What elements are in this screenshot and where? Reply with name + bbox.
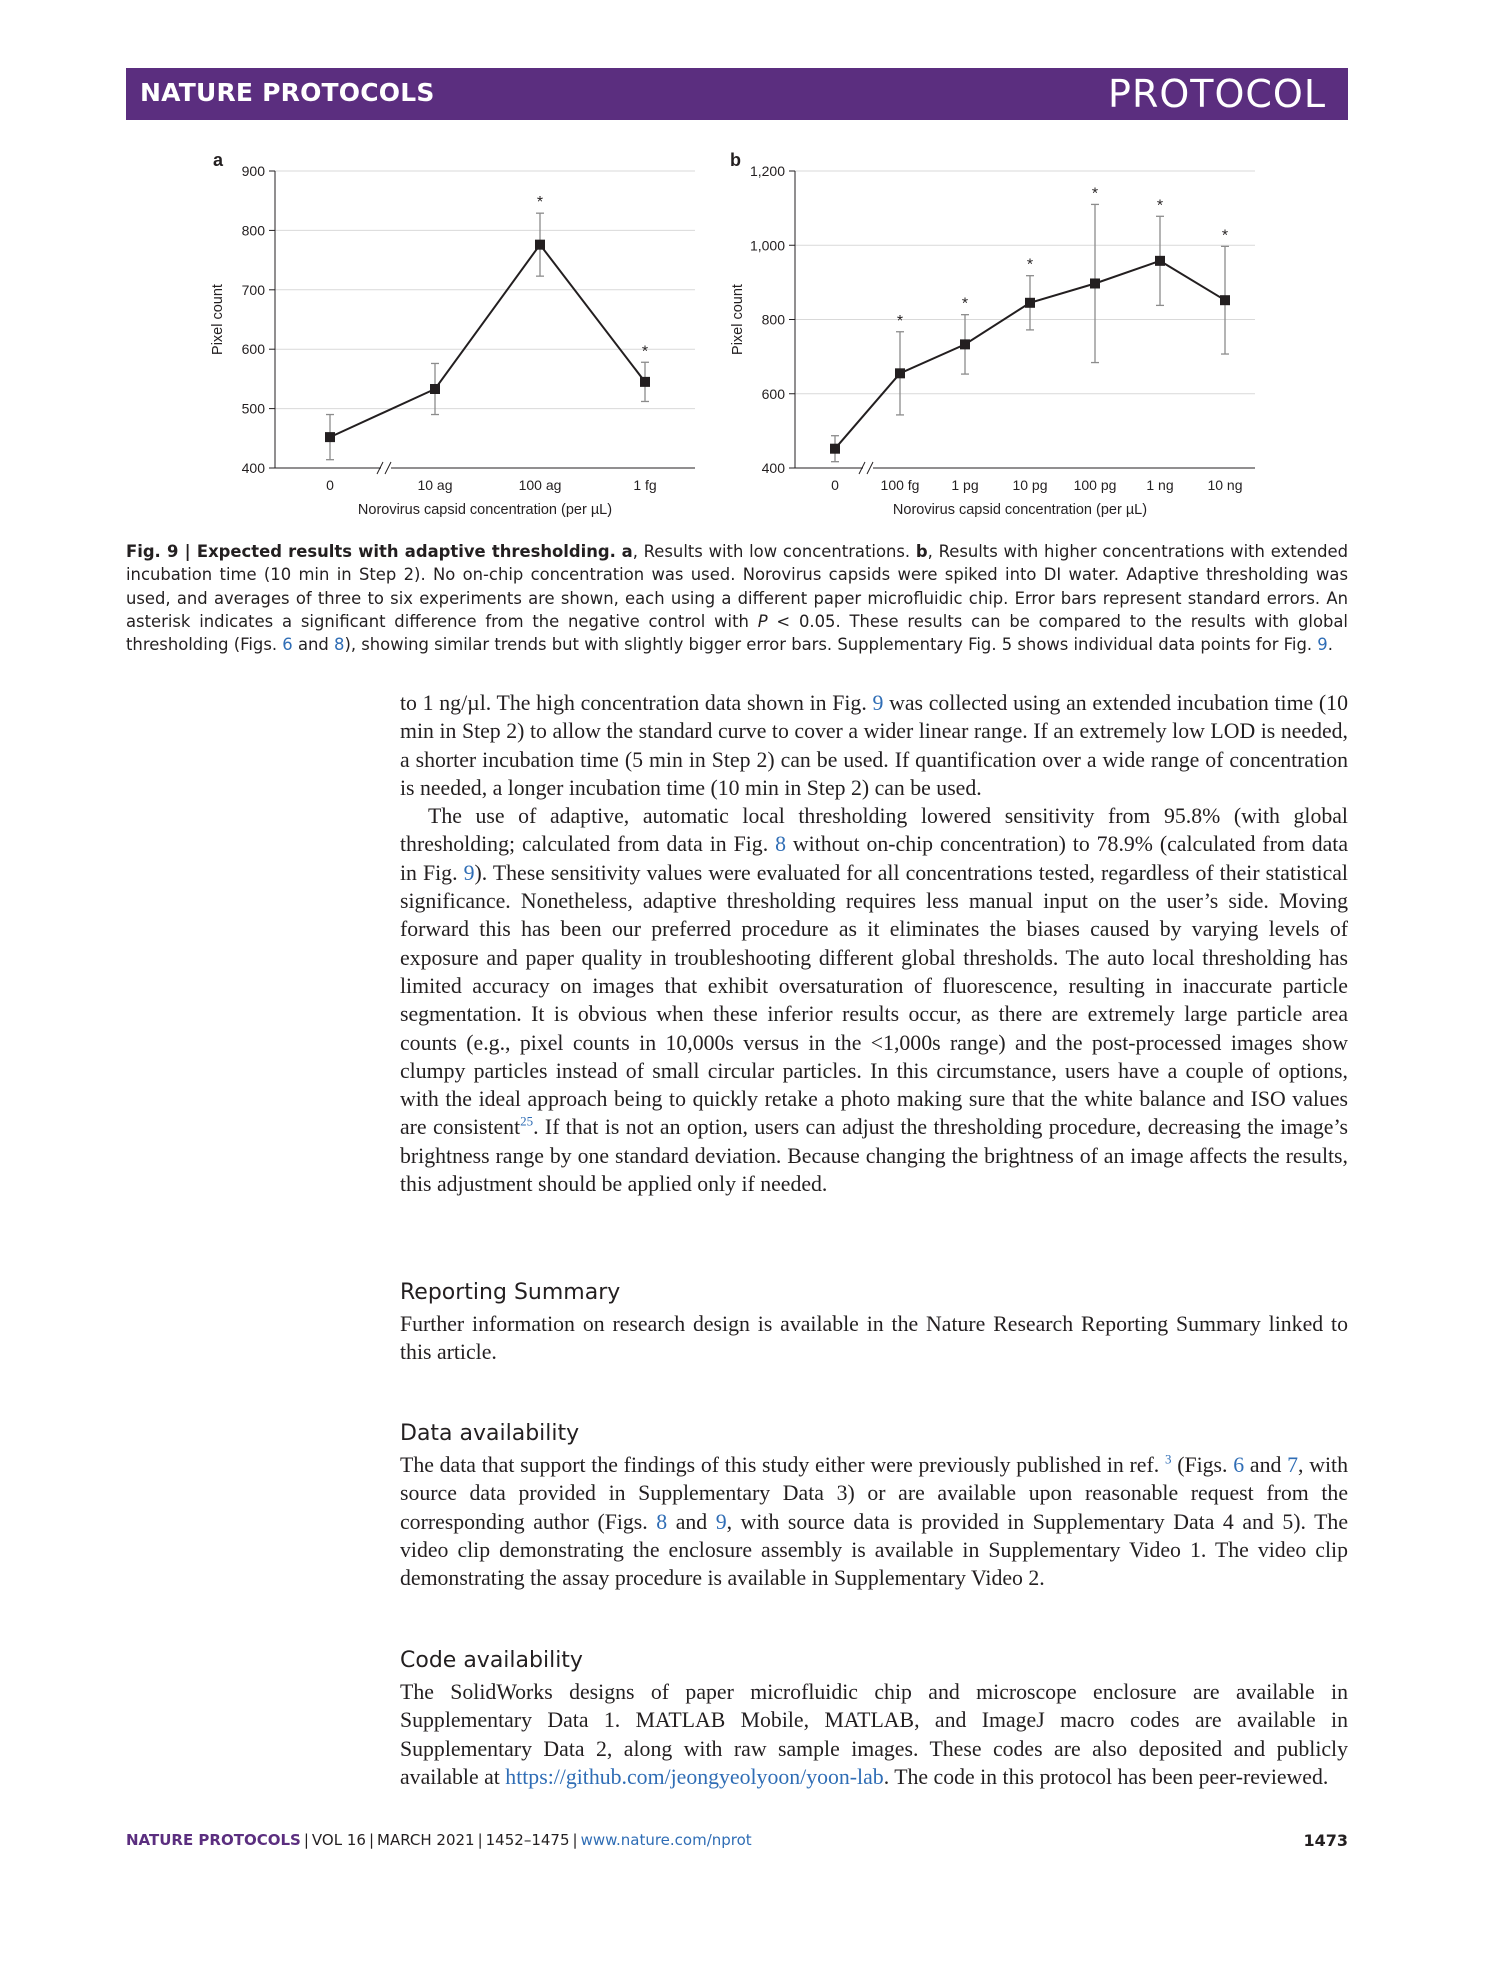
x-tick-label: 1 ng	[1146, 477, 1174, 493]
fig-9-link[interactable]: 9	[872, 691, 884, 715]
y-tick-label: 900	[241, 163, 265, 179]
y-axis-title: Pixel count	[730, 284, 746, 355]
y-tick-label: 500	[241, 400, 265, 417]
page-number: 1473	[1303, 1831, 1348, 1850]
y-tick-label: 600	[761, 385, 785, 402]
footer-date: MARCH 2021	[377, 1831, 475, 1849]
data-point	[535, 240, 545, 250]
y-tick-label: 600	[241, 341, 265, 358]
journal-name: NATURE PROTOCOLS	[140, 78, 435, 107]
x-tick-label: 100 ag	[518, 477, 562, 493]
fig-6-link[interactable]: 6	[1233, 1453, 1245, 1477]
footer-journal: NATURE PROTOCOLS	[126, 1831, 301, 1849]
reporting-summary-heading: Reporting Summary	[400, 1280, 621, 1305]
y-tick-label: 1,200	[749, 163, 785, 179]
fig-9-link[interactable]: 9	[1317, 635, 1328, 655]
journal-header-bar	[126, 68, 1348, 120]
footer-url[interactable]: www.nature.com/nprot	[580, 1831, 752, 1849]
paragraph-1: to 1 ng/µl. The high concentration data shown in Fig. 9 was collected using an extended incubation time (10 min in Step 2) to allow the standard curve to cover a wider linear range. If an extremely low LOD is needed, a shorter incubation time (5 min in Step 2) can be used. If quantification over a wide range of concentration is needed, a longer incubation time (10 min in Step 2) can be used.	[400, 691, 1348, 800]
y-axis-title: Pixel count	[210, 284, 226, 355]
x-tick-label: 10 pg	[1012, 477, 1048, 493]
x-tick-label: 10 ag	[417, 477, 453, 493]
axis-break-mark	[867, 462, 873, 474]
data-point	[1025, 298, 1035, 308]
x-tick-label: 0	[831, 477, 839, 493]
caption-label: Fig. 9 | Expected results with adaptive thresholding.	[126, 542, 616, 561]
x-tick-label: 100 fg	[880, 477, 920, 493]
y-tick-label: 400	[241, 460, 265, 476]
x-tick-label: 10 ng	[1207, 477, 1243, 493]
x-axis-title: Norovirus capsid concentration (per µL)	[892, 502, 1148, 518]
figure-caption: Fig. 9 | Expected results with adaptive thresholding. a, Results with low concentrations. b, Results with higher concentrations with extended incubation time (10 min in Step 2). No on-chip concentration was used. Norovirus capsids were spiked into DI water. Adaptive thresholding was used, and averages of three to six experiments are shown, each using a different paper microfluidic chip. Error bars represent standard errors. An asterisk indicates a significant difference from the negative control with P < 0.05. These results can be compared to the results with global thresholding (Figs. 6 and 8), showing similar trends but with slightly bigger error bars. Supplementary Fig. 5 shows individual data points for Fig. 9.	[126, 542, 1348, 655]
panel-label-a: a	[213, 150, 224, 170]
data-point	[830, 444, 840, 454]
data-point	[325, 432, 335, 442]
fig-9-link[interactable]: 9	[715, 1509, 727, 1534]
axis-break-mark	[385, 462, 391, 474]
data-point	[1090, 278, 1100, 288]
significance-marker: *	[896, 312, 904, 330]
y-tick-label: 800	[241, 222, 265, 239]
data-point	[1155, 256, 1165, 266]
significance-marker: *	[1221, 227, 1229, 245]
footer-volume: VOL 16	[311, 1831, 366, 1849]
significance-marker: *	[961, 295, 969, 313]
data-point	[960, 339, 970, 349]
data-point	[430, 384, 440, 394]
x-tick-label: 1 fg	[633, 477, 657, 493]
panel-label-b: b	[730, 150, 741, 170]
x-tick-label: 0	[326, 477, 334, 493]
chart-panel-b	[720, 155, 1260, 530]
significance-marker: *	[1026, 256, 1034, 274]
significance-marker: *	[1156, 197, 1164, 215]
data-point	[640, 377, 650, 387]
y-tick-label: 700	[241, 281, 265, 298]
chart-panel-a	[200, 155, 710, 530]
fig-8-link[interactable]: 8	[334, 635, 345, 655]
data-point	[1220, 295, 1230, 305]
fig-6-link[interactable]: 6	[282, 635, 293, 655]
y-tick-label: 400	[761, 460, 785, 476]
y-tick-label: 800	[761, 311, 785, 328]
code-availability-heading: Code availability	[400, 1648, 583, 1673]
code-availability-text: The SolidWorks designs of paper microfluidic chip and microscope enclosure are available in Supplementary Data 1. MATLAB Mobile, MATLAB, and ImageJ macro codes are available in Supplementary Data 2, along with raw sample images. These codes are also deposited and publicly available at https://github.com/jeongyeolyoon/yoon-lab. The code in this protocol has been peer-reviewed.	[400, 1680, 1348, 1789]
page-footer: NATURE PROTOCOLS | VOL 16 | MARCH 2021 | 1452–1475 | www.nature.com/nprot 1473	[126, 1831, 1348, 1850]
reference-3-link[interactable]: 3	[1164, 1451, 1172, 1467]
x-tick-label: 1 pg	[951, 477, 979, 493]
significance-marker: *	[1091, 185, 1099, 203]
fig-9-link[interactable]: 9	[463, 860, 475, 885]
x-axis-title: Norovirus capsid concentration (per µL)	[357, 502, 613, 518]
reporting-summary-text: Further information on research design is available in the Nature Research Reporting Summary linked to this article.	[400, 1312, 1348, 1365]
data-point	[895, 368, 905, 378]
main-text	[400, 689, 1348, 1198]
reference-25-link[interactable]: 25	[520, 1114, 534, 1130]
fig-8-link[interactable]: 8	[656, 1509, 668, 1534]
data-availability-heading: Data availability	[400, 1421, 580, 1446]
significance-marker: *	[641, 343, 649, 361]
data-availability-text: The data that support the findings of this study either were previously published in ref. $^3$ (Figs. 6 and 7, with source data provided in Supplementary Data 3) or are available upon reasonable request from the corresponding author (Figs. 8 and 9, with source data is provided in Supplementary Data 4 and 5). The video clip demonstrating the enclosure assembly is available in Supplementary Video 1. The video clip demonstrating the assay procedure is available in Supplementary Video 2.	[400, 1451, 1349, 1591]
significance-marker: *	[536, 194, 544, 212]
y-tick-label: 1,000	[749, 237, 785, 254]
paragraph-2: The use of adaptive, automatic local thresholding lowered sensitivity from 95.8% (with global thresholding; calculated from data in Fig. 8 without on-chip concentration) to 78.9% (calculated from data in Fig. 9). These sensitivity values were evaluated for all concentrations tested, regardless of their statistical significance. Nonetheless, adaptive thresholding requires less manual input on the user’s side. Moving forward this has been our preferred procedure as it eliminates the biases caused by varying levels of exposure and paper quality in troubleshooting different global thresholds. The auto local thresholding has limited accuracy on images that exhibit oversaturation of fluorescence, resulting in inaccurate particle segmentation. It is obvious when these inferior results occur, as there are extremely large particle area counts (e.g., pixel counts in 10,000s versus in the <1,000s range) and the post-processed images show clumpy particles instead of small circular particles. In this circumstance, users have a couple of options, with the ideal approach being to quickly retake a photo making sure that the white balance and ISO values are consistent$^{25}$. If that is not an option, users can adjust the thresholding procedure, decreasing the image’s brightness range by one standard deviation. Because changing the brightness of an image affects the results, this adjustment should be applied only if needed.	[400, 804, 1349, 1197]
article-type: PROTOCOL	[1108, 72, 1326, 116]
footer-pages: 1452–1475	[485, 1831, 570, 1849]
fig-7-link[interactable]: 7	[1287, 1453, 1299, 1477]
fig-8-link[interactable]: 8	[775, 832, 786, 857]
x-tick-label: 100 pg	[1073, 477, 1117, 493]
github-link[interactable]: https://github.com/jeongyeolyoon/yoon-lab	[505, 1764, 884, 1789]
